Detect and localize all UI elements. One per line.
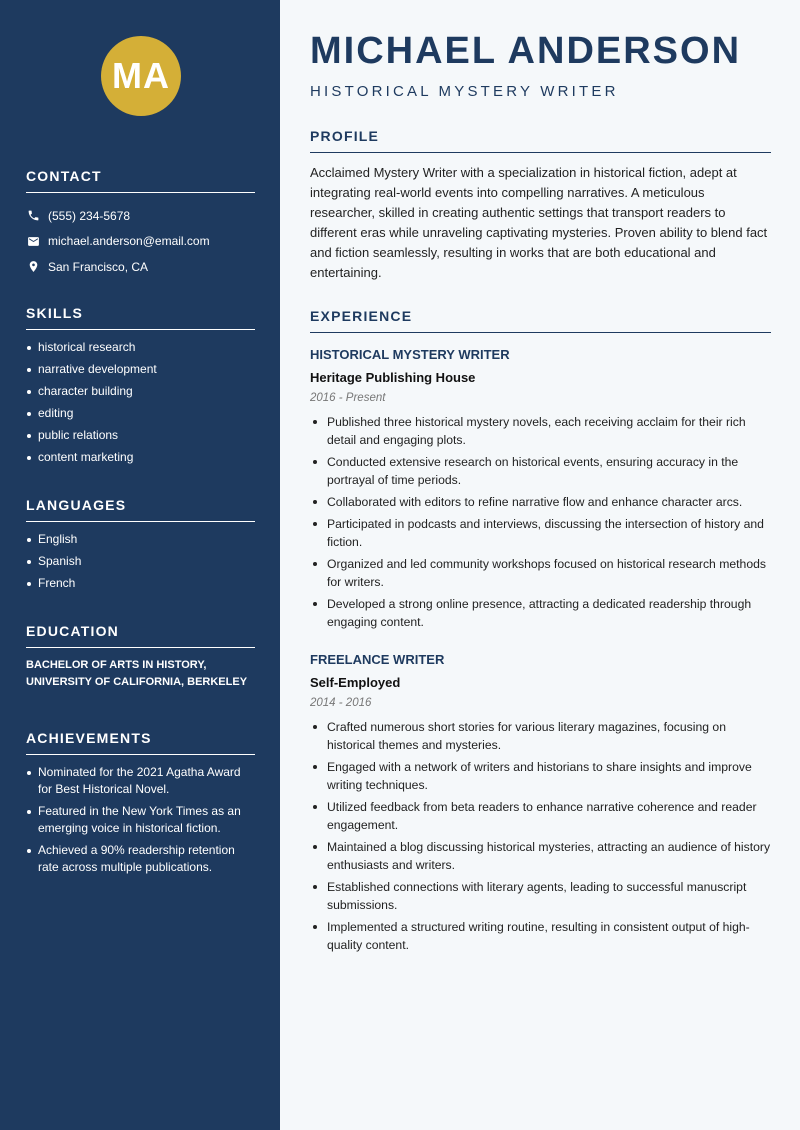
skills-list [26, 339, 255, 466]
list-item: Nominated for the 2021 Agatha Award for Best Historical Novel. [26, 764, 255, 798]
experience-heading: EXPERIENCE [310, 308, 771, 333]
avatar: MA [101, 36, 181, 116]
languages-list [26, 531, 255, 592]
job-company: Self-Employed [310, 675, 401, 690]
list-item: public relations [26, 427, 255, 444]
location-pin-icon [26, 260, 40, 274]
job-company: Heritage Publishing House [310, 370, 476, 385]
contact-list [26, 203, 255, 280]
languages-heading: LANGUAGES [26, 497, 255, 522]
candidate-name: MICHAEL ANDERSON [310, 30, 742, 72]
job-bullets [310, 718, 771, 954]
job-role: HISTORICAL MYSTERY WRITER [310, 347, 510, 362]
list-item: content marketing [26, 449, 255, 466]
profile-section [310, 128, 771, 283]
list-item: Achieved a 90% readership retention rate across multiple publications. [26, 842, 255, 876]
achievements-section [26, 730, 255, 881]
list-item: Published three historical mystery novels, each receiving acclaim for their rich detail and engaging plots. [310, 413, 771, 449]
list-item: Engaged with a network of writers and historians to share insights and improve writing techniques. [310, 758, 771, 794]
list-item: Featured in the New York Times as an emerging voice in historical fiction. [26, 803, 255, 837]
contact-email [26, 229, 255, 255]
list-item: Established connections with literary agents, leading to successful manuscript submissions. [310, 878, 771, 914]
contact-phone [26, 203, 255, 229]
contact-location [26, 254, 255, 280]
candidate-title: HISTORICAL MYSTERY WRITER [310, 83, 619, 100]
list-item: Participated in podcasts and interviews, discussing the intersection of history and fiction. [310, 515, 771, 551]
job-dates: 2014 - 2016 [310, 697, 372, 709]
list-item: French [26, 575, 255, 592]
job-entry [310, 346, 771, 635]
list-item: Implemented a structured writing routine, resulting in consistent output of high-quality content. [310, 918, 771, 954]
list-item: historical research [26, 339, 255, 356]
list-item: Conducted extensive research on historical events, ensuring accuracy in the portrayal of time periods. [310, 453, 771, 489]
job-bullets [310, 413, 771, 631]
list-item: Developed a strong online presence, attracting a dedicated readership through engaging content. [310, 595, 771, 631]
education-section [26, 623, 255, 691]
experience-section [310, 308, 771, 333]
list-item: Maintained a blog discussing historical mysteries, attracting an audience of history enthusiasts and writers. [310, 838, 771, 874]
sidebar [0, 0, 280, 1130]
list-item: character building [26, 383, 255, 400]
list-item: Collaborated with editors to refine narrative flow and enhance character arcs. [310, 493, 771, 511]
skills-heading: SKILLS [26, 305, 255, 330]
profile-text: Acclaimed Mystery Writer with a specialization in historical fiction, adept at integrating real-world events into compelling narratives. A meticulous researcher, skilled in creating authentic settings that transport readers to different eras while unraveling captivating mysteries. Proven ability to blend fact and fiction seamlessly, resulting in works that are both educational and entertaining. [310, 165, 768, 280]
phone-text: (555) 234-5678 [48, 208, 131, 223]
achievements-heading: ACHIEVEMENTS [26, 730, 255, 755]
education-degree: BACHELOR OF ARTS IN HISTORY, UNIVERSITY OF CALIFORNIA, BERKELEY [26, 659, 248, 688]
email-icon [26, 234, 40, 248]
list-item: Organized and led community workshops focused on historical research methods for writers. [310, 555, 771, 591]
job-role: FREELANCE WRITER [310, 652, 445, 667]
email-text: michael.anderson@email.com [48, 234, 210, 249]
skills-section [26, 305, 255, 471]
list-item: Crafted numerous short stories for various literary magazines, focusing on historical themes and mysteries. [310, 718, 771, 754]
location-text: San Francisco, CA [48, 259, 149, 274]
contact-heading: CONTACT [26, 168, 255, 193]
job-entry [310, 651, 771, 958]
list-item: editing [26, 405, 255, 422]
languages-section [26, 497, 255, 597]
list-item: Spanish [26, 553, 255, 570]
list-item: Utilized feedback from beta readers to enhance narrative coherence and reader engagement. [310, 798, 771, 834]
phone-icon [26, 209, 40, 223]
contact-section [26, 168, 255, 280]
profile-heading: PROFILE [310, 128, 771, 153]
list-item: narrative development [26, 361, 255, 378]
education-heading: EDUCATION [26, 623, 255, 648]
list-item: English [26, 531, 255, 548]
achievements-list [26, 764, 255, 876]
job-dates: 2016 - Present [310, 392, 386, 404]
